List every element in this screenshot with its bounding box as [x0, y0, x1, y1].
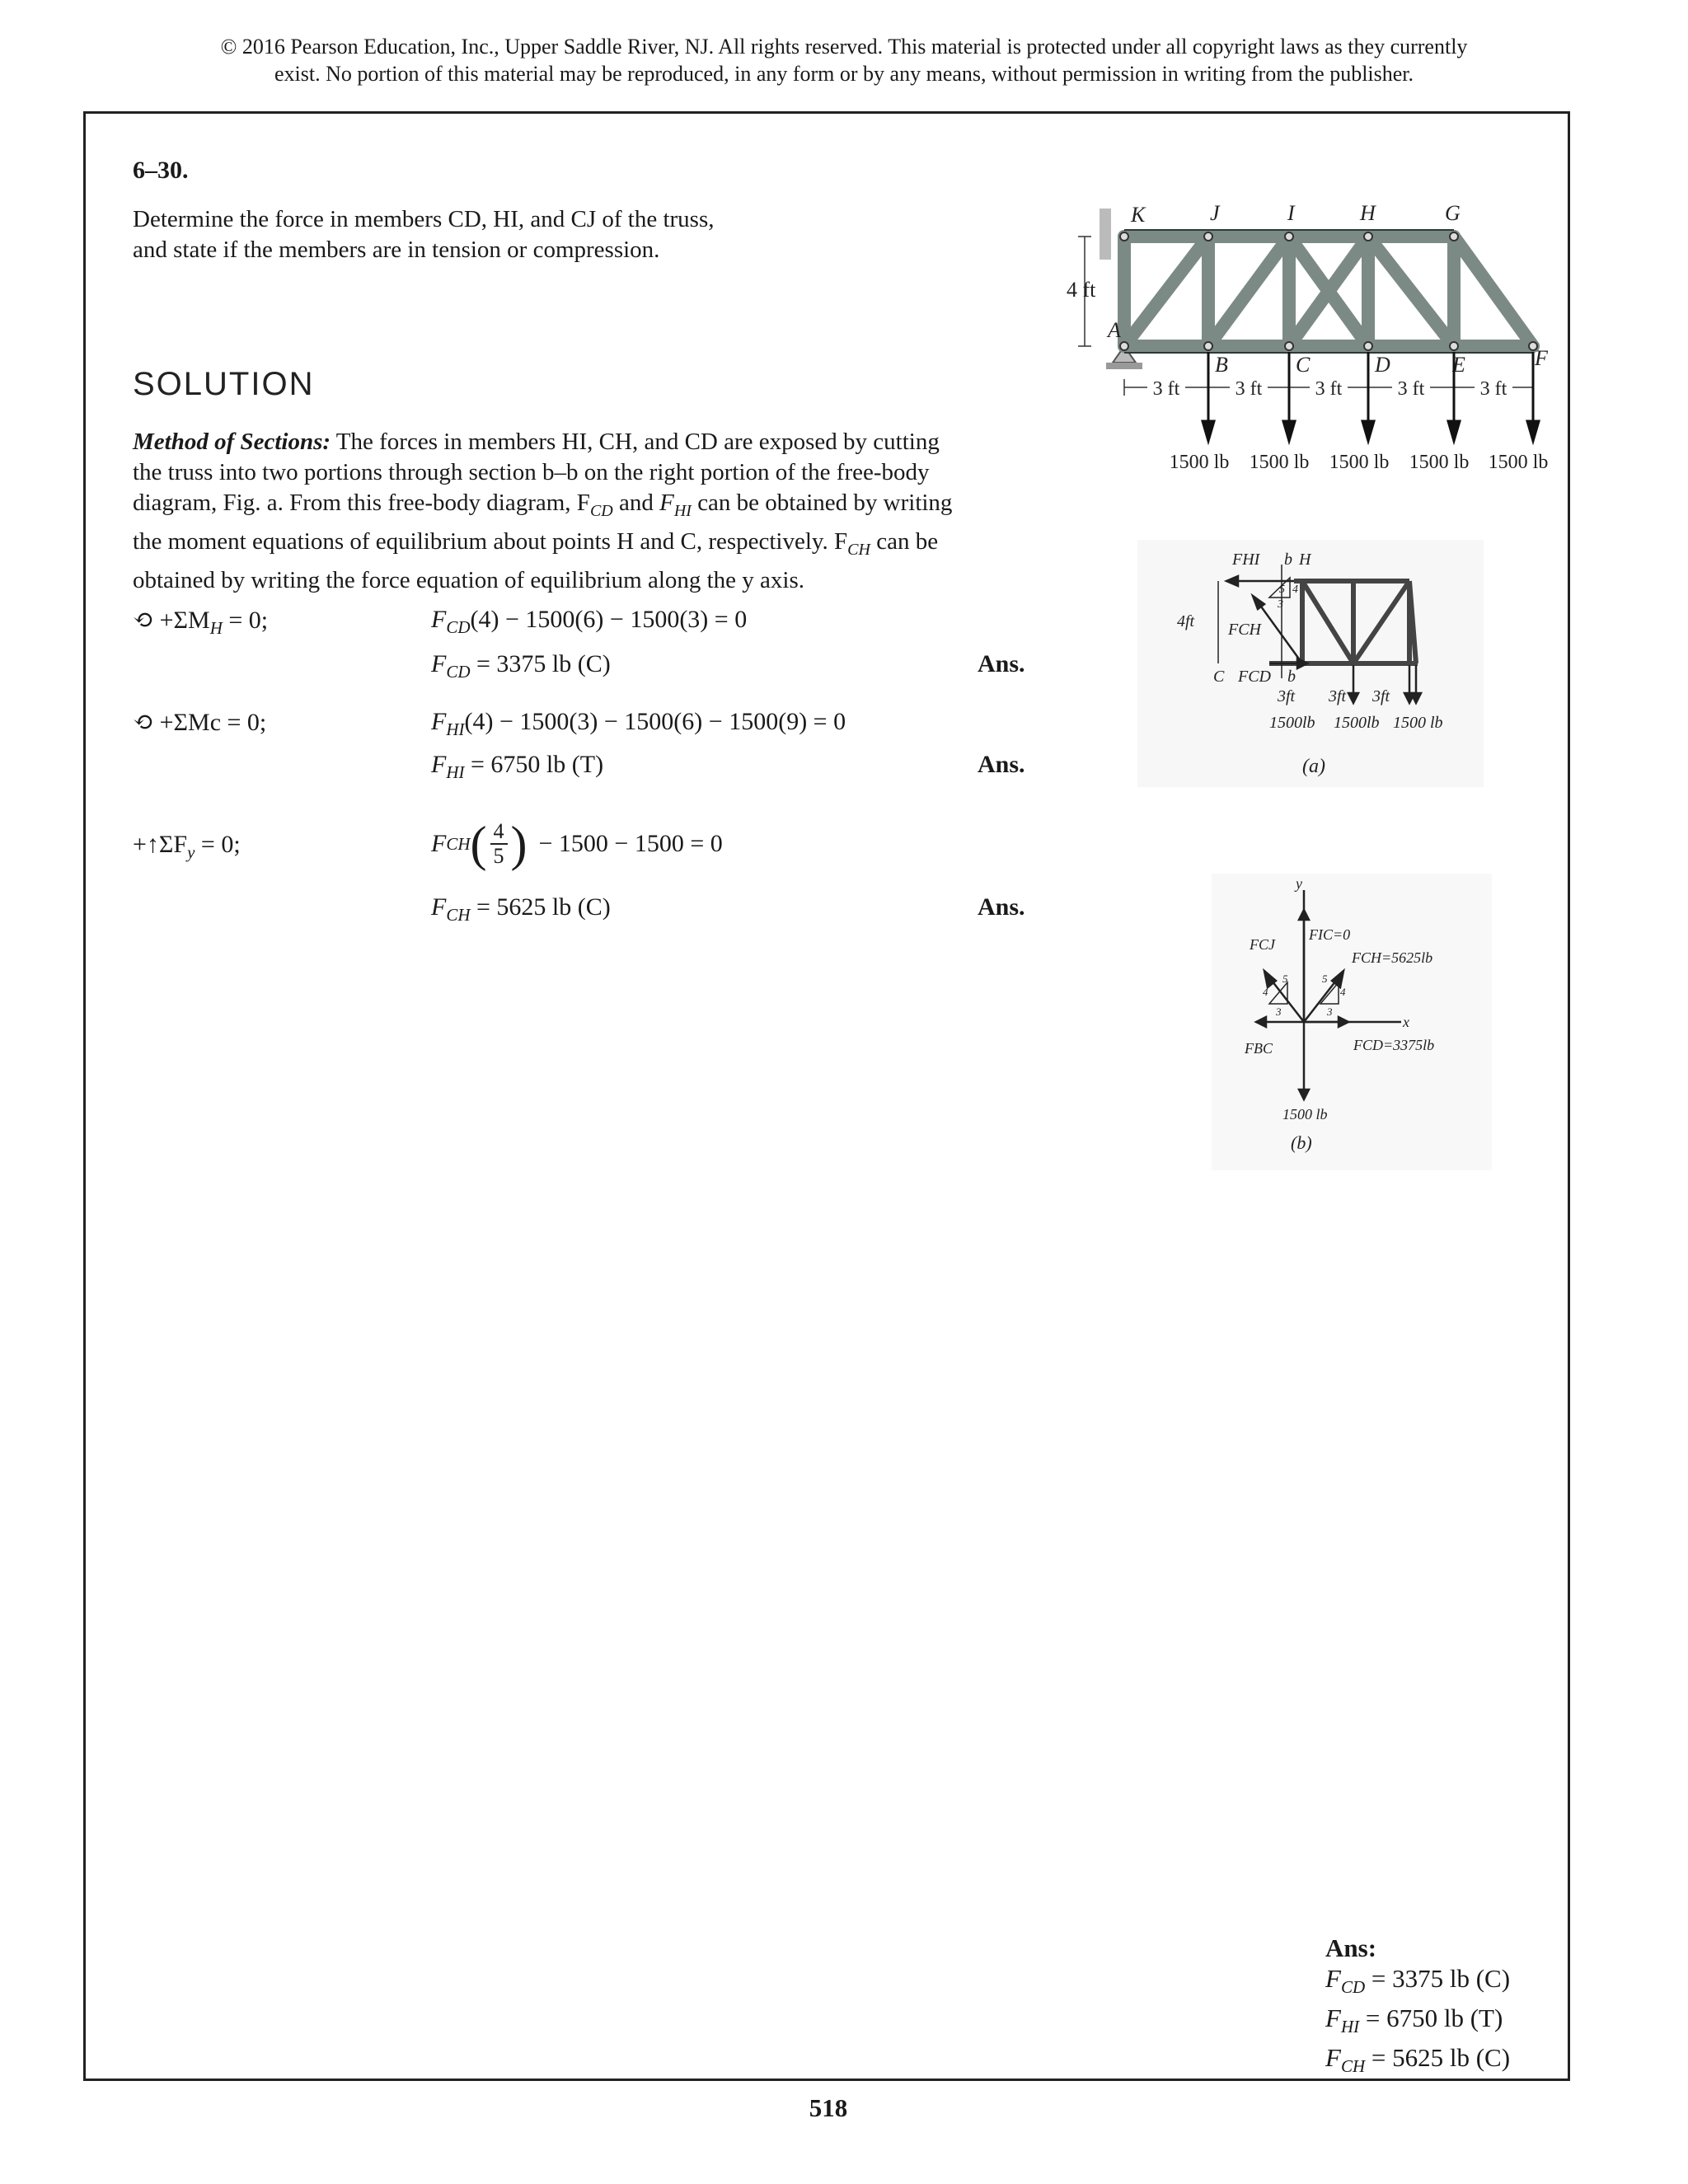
- copyright-notice: [0, 33, 1688, 87]
- load-label-3: 1500 lb: [1329, 452, 1390, 473]
- final-answer-line-3: $F_{CH} = 5625$ lb (C): [1325, 2043, 1511, 2077]
- problem-line-2: and state if the members are in tension or compression.: [133, 237, 660, 263]
- load-label-4: 1500 lb: [1409, 452, 1470, 473]
- load-label-2: 1500 lb: [1249, 452, 1310, 473]
- para-line-4: the moment equations of equilibrium about points H and C, respectively. F: [133, 527, 848, 555]
- joint-label-d: D: [1375, 353, 1390, 377]
- equation-2-line-2: $F_{HI} = 6750$ lb (T): [431, 751, 604, 782]
- fbd-a-b-top: b: [1284, 551, 1292, 569]
- joint-label-b: B: [1215, 353, 1228, 377]
- final-answer-title: Ans:: [1325, 1933, 1377, 1962]
- equation-1-label: ⟲ $+\Sigma M_H = 0$;: [133, 607, 269, 638]
- equation-1-line-2: $F_{CD} = 3375$ lb (C): [431, 650, 611, 682]
- equation-3-line-2: $F_{CH} = 5625$ lb (C): [431, 893, 611, 925]
- joint-label-f: F: [1535, 346, 1548, 370]
- solution-heading: SOLUTION: [133, 366, 315, 402]
- fbd-b-fch: FCH=5625lb: [1352, 949, 1433, 966]
- fbd-b-fic: FIC=0: [1309, 926, 1351, 943]
- fbd-a-h: H: [1299, 551, 1311, 569]
- para-line-2: the truss into two portions through section b–b on the right portion of the free-body: [133, 459, 930, 485]
- svg-text:3: 3: [1278, 598, 1283, 611]
- height-label: 4 ft: [1067, 278, 1096, 302]
- joint-label-e: E: [1452, 353, 1465, 377]
- wall-support: [1100, 209, 1111, 260]
- joint-label-a: A: [1108, 318, 1121, 342]
- answer-marker-3: Ans.: [978, 893, 1025, 921]
- load-label-1: 1500 lb: [1169, 452, 1230, 473]
- problem-number: 6–30.: [133, 157, 189, 184]
- fbd-b-load: 1500 lb: [1282, 1106, 1328, 1122]
- span-label-3: 3 ft: [1315, 378, 1343, 400]
- fbd-a-fch: FCH: [1228, 621, 1261, 639]
- equation-2-label: ⟲ +ΣMc = 0;: [133, 709, 267, 736]
- svg-text:3: 3: [1327, 1005, 1333, 1018]
- fbd-b-fcj: FCJ: [1250, 936, 1275, 953]
- fbd-a-fhi: FHI: [1232, 551, 1260, 569]
- answer-marker-1: Ans.: [978, 650, 1025, 677]
- final-answer-line-1: $F_{CD} = 3375$ lb (C): [1325, 1964, 1511, 1998]
- truss-figure: [1055, 202, 1566, 482]
- fbd-a-height: 4ft: [1177, 612, 1195, 630]
- fbd-a-caption: (a): [1302, 756, 1325, 777]
- span-label-2: 3 ft: [1235, 378, 1263, 400]
- svg-text:5: 5: [1279, 583, 1285, 596]
- load-label-5: 1500 lb: [1488, 452, 1549, 473]
- copyright-line-1: © 2016 Pearson Education, Inc., Upper Saddle River, NJ. All rights reserved. This material is protected under all copyright laws as they currently: [220, 35, 1468, 59]
- svg-text:4: 4: [1340, 986, 1346, 998]
- span-label-5: 3 ft: [1479, 378, 1507, 400]
- svg-text:4: 4: [1263, 986, 1268, 998]
- fbd-b-y-axis: y: [1296, 875, 1302, 892]
- svg-text:5: 5: [1322, 972, 1328, 985]
- joint-label-j: J: [1210, 202, 1220, 225]
- fbd-a-span-3: 3ft: [1372, 687, 1390, 705]
- copyright-line-2: exist. No portion of this material may be reproduced, in any form or by any means, without permission in writing from the publisher.: [274, 62, 1414, 86]
- page-number: 518: [809, 2093, 848, 2122]
- fbd-a-fcd: FCD: [1238, 668, 1271, 686]
- svg-text:3: 3: [1276, 1005, 1282, 1018]
- equation-1-line-1: $F_{CD}(4) - 1500(6) - 1500(3) = 0$: [431, 606, 748, 637]
- fbd-b-fcd: FCD=3375lb: [1353, 1037, 1435, 1053]
- para-line-1: The forces in members HI, CH, and CD are exposed by cutting: [335, 429, 940, 455]
- fraction-4-5: $\frac{4}{5}$: [490, 820, 508, 868]
- span-label-4: 3 ft: [1397, 378, 1425, 400]
- span-label-1: 3 ft: [1152, 378, 1180, 400]
- equation-3-line-1: F CH ( $\frac{4}{5}$ ) − 1500 − 1500 = 0: [431, 817, 723, 871]
- fbd-b-x-axis: x: [1403, 1014, 1409, 1030]
- free-body-diagram-a: [1137, 540, 1484, 787]
- free-body-diagram-b: [1212, 874, 1492, 1170]
- equation-2-line-1: $F_{HI}(4) - 1500(3) - 1500(6) - 1500(9) = 0$: [431, 708, 846, 739]
- answer-marker-2: Ans.: [978, 751, 1025, 778]
- fbd-a-span-1: 3ft: [1278, 687, 1296, 705]
- problem-statement: [133, 204, 809, 265]
- truss-members: [1124, 237, 1533, 346]
- joint-label-c: C: [1296, 353, 1311, 377]
- fbd-a-span-2: 3ft: [1329, 687, 1347, 705]
- method-title: Method of Sections:: [133, 429, 331, 455]
- joint-label-g: G: [1445, 202, 1461, 225]
- joint-label-h: H: [1360, 202, 1376, 225]
- final-answer-line-2: $F_{HI} = 6750$ lb (T): [1325, 2004, 1503, 2037]
- equation-3-label: $+↑\Sigma F_y = 0$;: [133, 831, 241, 862]
- fbd-a-load-2: 1500lb: [1334, 714, 1380, 732]
- para-line-5: obtained by writing the force equation of equilibrium along the y axis.: [133, 566, 805, 593]
- final-answer: [1325, 1933, 1510, 2083]
- joint-label-k: K: [1131, 203, 1146, 227]
- fbd-a-load-1: 1500lb: [1269, 714, 1315, 732]
- fbd-a-c: C: [1213, 668, 1225, 686]
- fbd-b-fbc: FBC: [1245, 1040, 1273, 1057]
- solution-paragraph: Method of Sections: The forces in members HI, CH, and CD are exposed by cutting the truss into two portions through section b–b on the right portion of the free-body diagram, Fig. a. From this free-body diagram, $F_{CD}$ and $F_{HI}$ can be obtained by writing the moment equations of equilibrium about points H and C, respectively. $F_{CH}$ can be obtained by writing the force equation of equilibrium along the y axis.: [133, 427, 1039, 596]
- fbd-a-b-bot: b: [1287, 668, 1296, 686]
- para-line-3: diagram, Fig. a. From this free-body diagram, F: [133, 490, 590, 516]
- problem-line-1: Determine the force in members CD, HI, and CJ of the truss,: [133, 206, 715, 232]
- svg-text:4: 4: [1292, 583, 1298, 596]
- fbd-b-caption: (b): [1291, 1132, 1312, 1153]
- joint-label-i: I: [1287, 202, 1295, 225]
- svg-text:5: 5: [1282, 972, 1288, 985]
- fbd-a-load-3: 1500 lb: [1393, 714, 1443, 732]
